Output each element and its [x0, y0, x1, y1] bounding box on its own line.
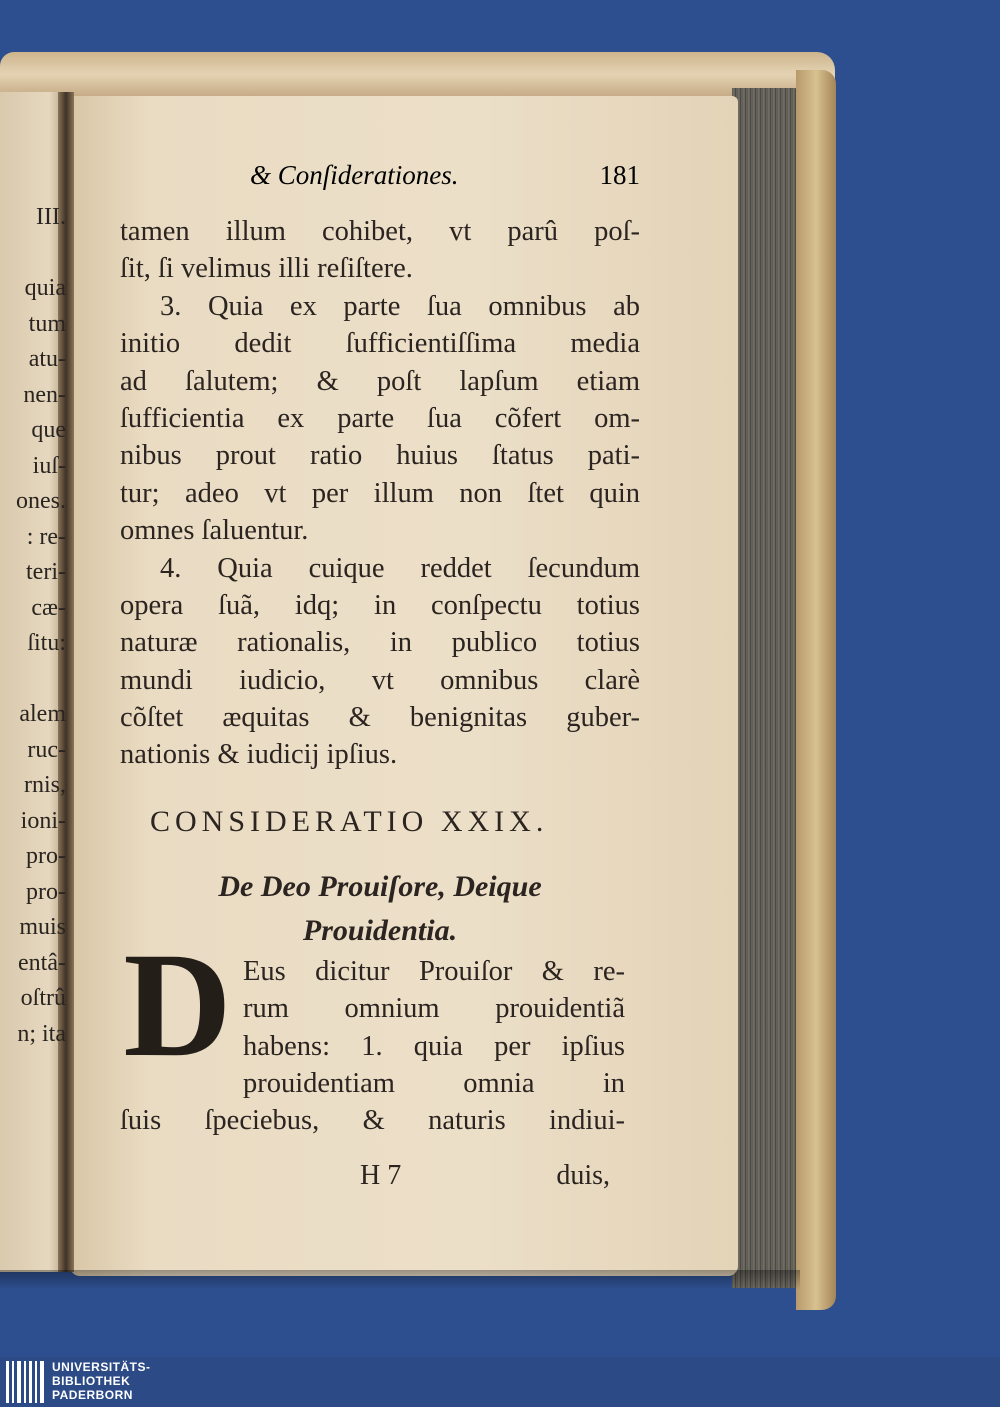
fragment-line: atu- [28, 346, 66, 372]
drop-cap-lines [243, 953, 625, 1103]
text-line: 4. Quia cuique reddet ſecundum [160, 552, 640, 584]
fragment-line: n; ita [17, 1020, 66, 1047]
logo-line: PADERBORN [52, 1388, 133, 1402]
fragment-line: pro- [26, 878, 66, 905]
fragment-line: teri- [26, 559, 66, 585]
page-edges [732, 88, 802, 1288]
page-shadow [0, 1270, 800, 1290]
fragment-line: III. [36, 204, 66, 230]
fragment-line: tum [28, 310, 66, 337]
fragment-line: pro- [26, 843, 66, 869]
text-line: mundi iudicio, vt omnibus clarè [120, 664, 640, 696]
text-line: 3. Quia ex parte ſua omnibus ab [160, 290, 640, 322]
library-logo-bar [0, 1357, 1000, 1407]
fragment-line: iuſ- [32, 452, 66, 479]
fragment-line [0, 662, 66, 698]
library-logo-icon [6, 1361, 46, 1403]
fragment-line: cæ- [31, 594, 66, 621]
running-header-title: & Conſiderationes. [250, 160, 459, 190]
page-number: 181 [599, 160, 640, 190]
text-line: Eus dicitur Prouiſor & re- [243, 956, 625, 987]
running-header [250, 160, 640, 191]
fragment-line: ſitu: [27, 630, 66, 656]
fragment-line: ones. [16, 488, 66, 514]
text-line: ſuis ſpeciebus, & naturis indiui- [120, 1105, 625, 1136]
fragment-line: : re- [26, 523, 66, 550]
logo-line: UNIVERSITÄTS- [52, 1360, 151, 1374]
text-line: habens: 1. quia per ipſius [243, 1030, 625, 1062]
library-logo-text [52, 1360, 151, 1402]
fragment-line [0, 236, 66, 272]
fragment-line: alem [19, 701, 66, 727]
fragment-line: que [31, 417, 66, 443]
catchword: duis, [556, 1160, 610, 1191]
text-line: omnes ſaluentur. [120, 515, 309, 547]
text-line: cõſtet æquitas & benignitas guber- [120, 702, 640, 734]
section-subtitle-line: Prouidentia. [302, 914, 458, 947]
section-subtitle-line: De Deo Prouiſore, Deique [218, 870, 542, 903]
fragment-line: ruc- [27, 736, 66, 763]
text-line: rum omnium prouidentiã [243, 993, 625, 1025]
text-line: tur; adeo vt per illum non ſtet quin [120, 477, 640, 509]
text-line: ad ſalutem; & poſt lapſum etiam [120, 365, 640, 397]
fragment-line: oſtrû [20, 985, 66, 1011]
fragment-line: muis [19, 914, 66, 940]
text-line: initio dedit ſufficientiſſima media [120, 328, 640, 360]
text-line: prouidentiam omnia in [243, 1068, 625, 1100]
left-margin-fragments [0, 200, 66, 1052]
text-line: nationis & iudicij ipſius. [120, 739, 398, 771]
fragment-line: rnis, [24, 772, 66, 798]
fragment-line: nen- [23, 381, 66, 408]
text-line: nibus prout ratio huius ſtatus pati- [120, 440, 640, 472]
final-text [120, 1102, 625, 1139]
book-spine-top [0, 52, 835, 102]
fragment-line: entâ- [18, 949, 66, 976]
signature-mark: H 7 [360, 1160, 402, 1191]
fragment-line: quia [24, 275, 66, 301]
book-cover-edge [796, 70, 836, 1310]
text-line: ſit, ſi velimus illi reſiſtere. [120, 253, 413, 285]
logo-line: BIBLIOTHEK [52, 1374, 131, 1388]
text-line: opera ſuã, idq; in conſpectu totius [120, 589, 640, 621]
text-line: tamen illum cohibet, vt parû poſ- [120, 216, 640, 247]
body-text [120, 213, 640, 774]
text-line: naturæ rationalis, in publico totius [120, 627, 640, 659]
fragment-line: ioni- [20, 807, 66, 834]
drop-cap: D [123, 922, 232, 1088]
section-heading: CONSIDERATIO XXIX. [150, 805, 549, 838]
text-line: ſufficientia ex parte ſua cõfert om- [120, 402, 640, 434]
